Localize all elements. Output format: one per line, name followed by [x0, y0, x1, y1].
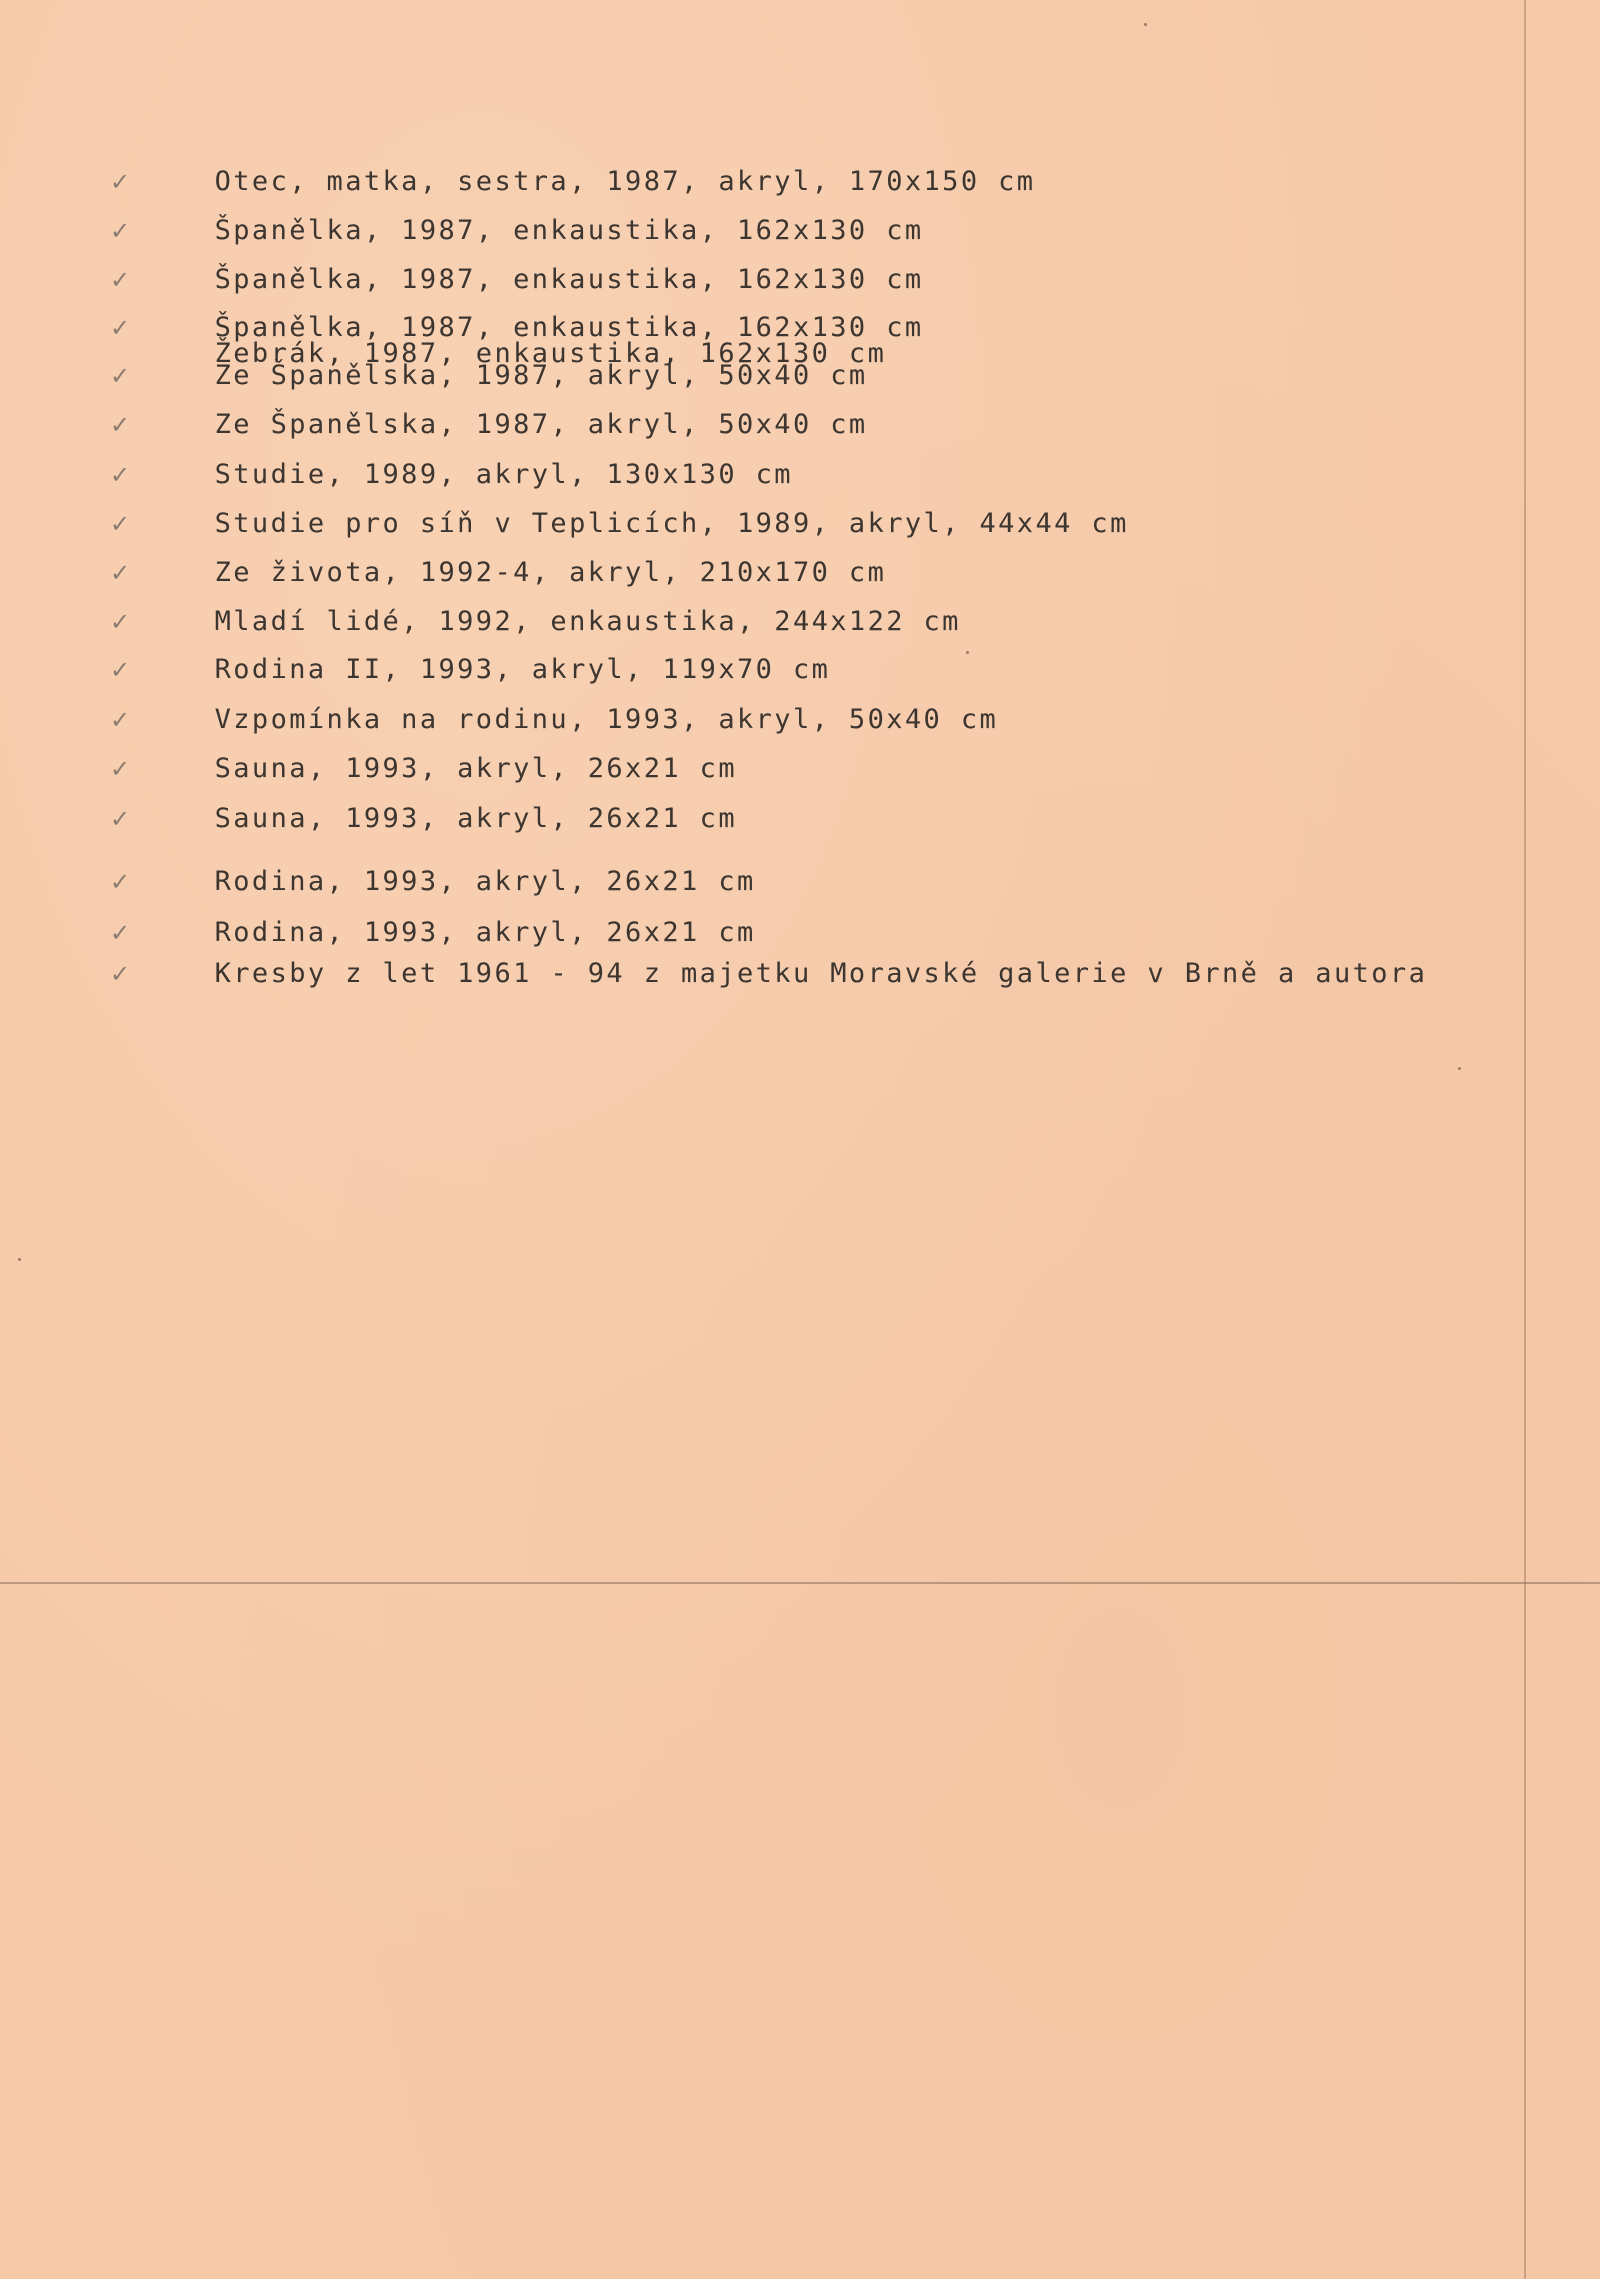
check-mark-icon: ✓ [110, 868, 133, 896]
list-item: ✓ Rodina, 1993, akryl, 26x21 cm [110, 866, 756, 897]
check-mark-icon: ✓ [110, 960, 133, 988]
list-item: ✓ Vzpomínka na rodinu, 1993, akryl, 50x40 cm [110, 704, 999, 735]
check-mark-icon: ✓ [110, 461, 133, 489]
list-item: ✓ Španělka, 1987, enkaustika, 162x130 cm [110, 264, 924, 295]
artwork-list [110, 0, 1440, 1000]
list-item: ✓ Ze života, 1992-4, akryl, 210x170 cm [110, 557, 887, 588]
list-item: ✓ Ze Španělska, 1987, akryl, 50x40 cm [110, 409, 868, 440]
list-item: ✓ Sauna, 1993, akryl, 26x21 cm [110, 803, 737, 834]
check-mark-icon: ✓ [110, 314, 133, 342]
list-item: ✓ Ze Španělska, 1987, akryl, 50x40 cm [110, 360, 868, 391]
check-mark-icon: ✓ [110, 510, 133, 538]
check-mark-icon: ✓ [110, 266, 133, 294]
list-item: ✓ Otec, matka, sestra, 1987, akryl, 170x150 cm [110, 166, 1036, 197]
paper-speck [18, 1258, 21, 1261]
paper-speck [1458, 1067, 1461, 1070]
list-item: Žebrák, 1987, enkaustika, 162x130 cm [214, 338, 887, 369]
horizontal-fold-line [0, 1582, 1600, 1584]
check-mark-icon: ✓ [110, 656, 133, 684]
check-mark-icon: ✓ [110, 706, 133, 734]
list-item: ✓ Studie pro síň v Teplicích, 1989, akryl, 44x44 cm [110, 508, 1129, 539]
list-item: ✓ Rodina II, 1993, akryl, 119x70 cm [110, 654, 831, 685]
check-mark-icon: ✓ [110, 805, 133, 833]
check-mark-icon: ✓ [110, 608, 133, 636]
check-mark-icon: ✓ [110, 919, 133, 947]
check-mark-icon: ✓ [110, 168, 133, 196]
check-mark-icon: ✓ [110, 411, 133, 439]
list-item: ✓ Španělka, 1987, enkaustika, 162x130 cm [110, 215, 924, 246]
check-mark-icon: ✓ [110, 362, 133, 390]
list-item: ✓ Mladí lidé, 1992, enkaustika, 244x122 cm [110, 606, 961, 637]
list-item: ✓ Studie, 1989, akryl, 130x130 cm [110, 459, 793, 490]
check-mark-icon: ✓ [110, 217, 133, 245]
vertical-fold-line [1524, 0, 1526, 2279]
check-mark-icon: ✓ [110, 559, 133, 587]
list-item: ✓ Sauna, 1993, akryl, 26x21 cm [110, 753, 737, 784]
list-item: ✓ Rodina, 1993, akryl, 26x21 cm [110, 917, 756, 948]
list-item: ✓ Kresby z let 1961 - 94 z majetku Moravské galerie v Brně a autora [110, 958, 1428, 989]
list-item: ✓ Španělka, 1987, enkaustika, 162x130 cm [110, 312, 924, 343]
check-mark-icon: ✓ [110, 755, 133, 783]
